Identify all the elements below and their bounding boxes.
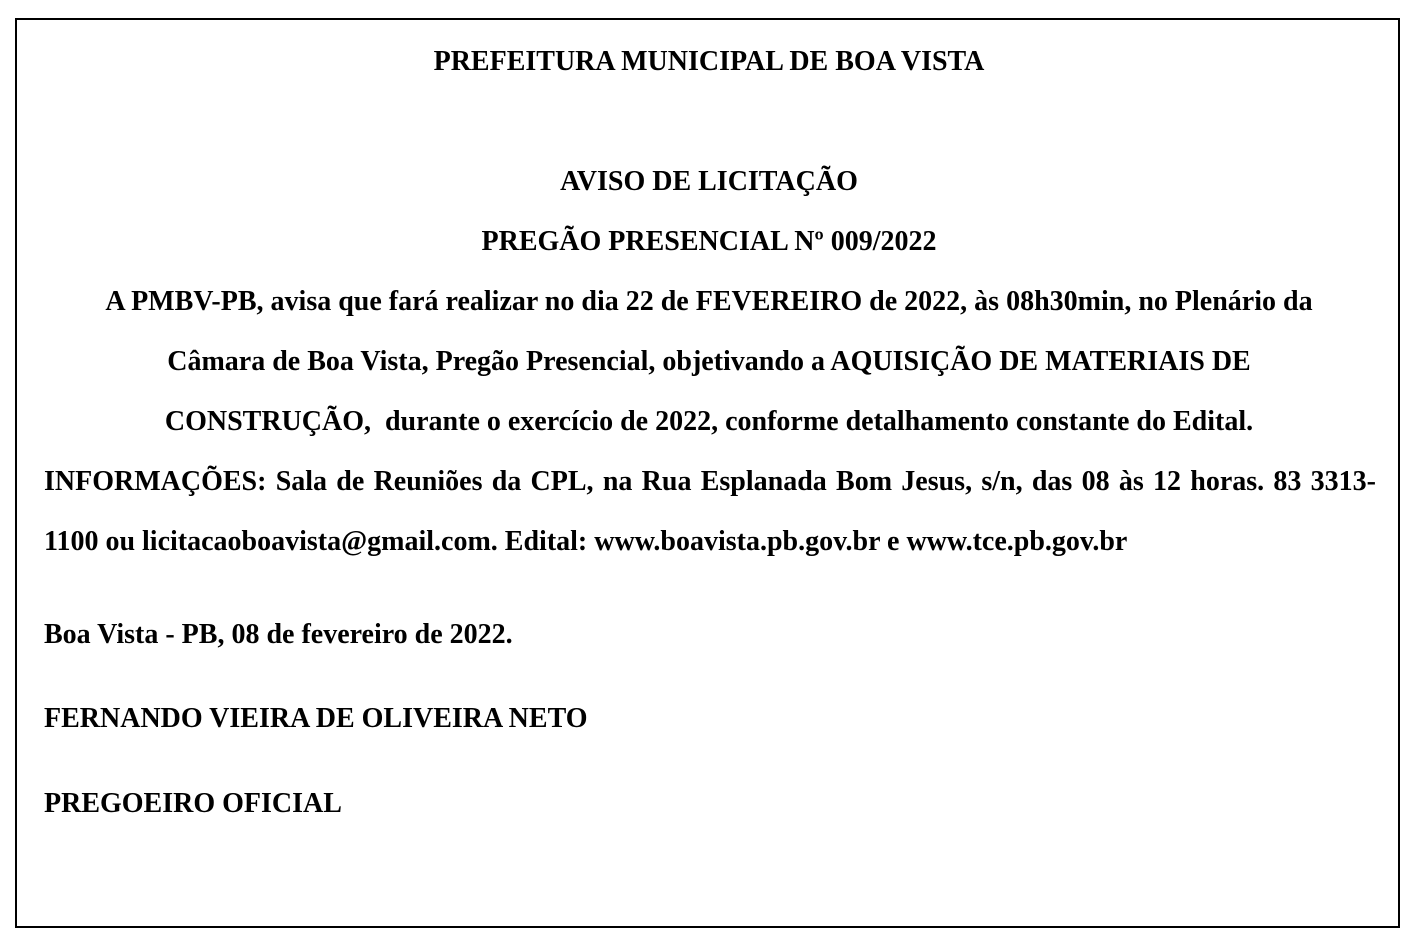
notice-body-line: CONSTRUÇÃO, durante o exercício de 2022, conforme detalhamento constante do Edital. <box>164 406 1254 437</box>
notice-body-line: A PMBV-PB, avisa que fará realizar no dia 22 de FEVEREIRO de 2022, às 08h30min, no Plenário da <box>105 286 1313 317</box>
notice-body-line: Câmara de Boa Vista, Pregão Presencial, objetivando a AQUISIÇÃO DE MATERIAIS DE <box>167 346 1251 377</box>
notice-title: AVISO DE LICITAÇÃO <box>560 166 858 197</box>
signatory-role: PREGOEIRO OFICIAL <box>44 788 342 819</box>
info-line: INFORMAÇÕES: Sala de Reuniões da CPL, na Rua Esplanada Bom Jesus, s/n, das 08 às 12 horas. 83 3313- <box>44 466 1376 497</box>
organization-header: PREFEITURA MUNICIPAL DE BOA VISTA <box>433 46 985 77</box>
info-line: 1100 ou licitacaoboavista@gmail.com. Edital: www.boavista.pb.gov.br e www.tce.pb.gov.br <box>44 526 1128 557</box>
signatory-name: FERNANDO VIEIRA DE OLIVEIRA NETO <box>44 703 588 734</box>
notice-subtitle: PREGÃO PRESENCIAL Nº 009/2022 <box>481 226 937 257</box>
place-date: Boa Vista - PB, 08 de fevereiro de 2022. <box>44 619 513 650</box>
